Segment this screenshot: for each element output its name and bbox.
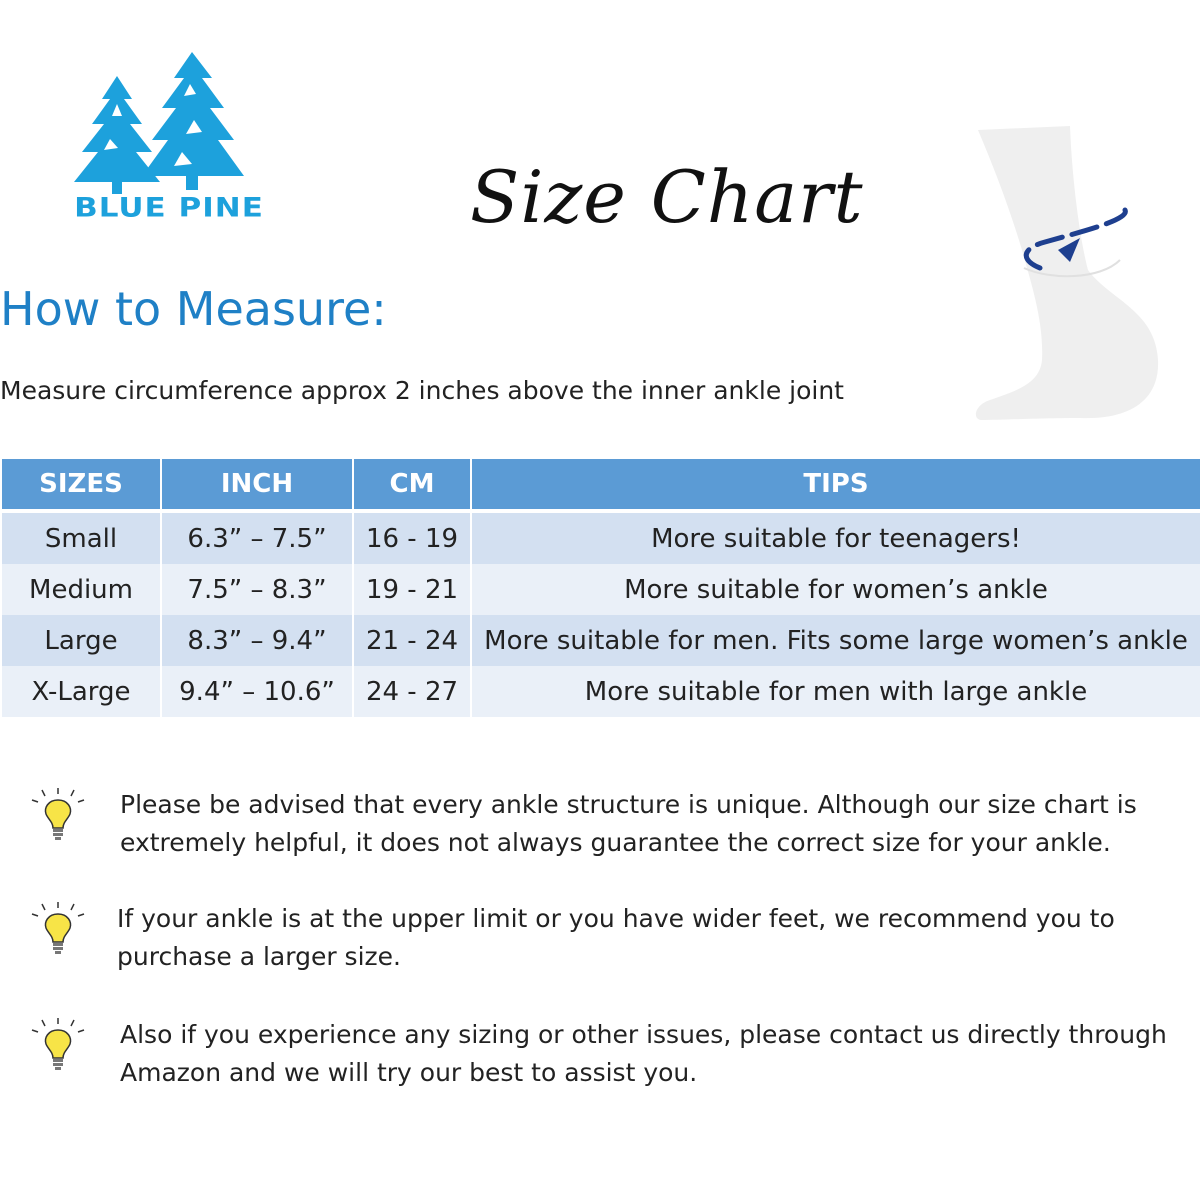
tip-cell: More suitable for teenagers! bbox=[472, 513, 1200, 564]
table-header-row bbox=[2, 459, 1200, 513]
column-header-cm: CM bbox=[354, 459, 470, 513]
tip-cell: More suitable for women’s ankle bbox=[472, 564, 1200, 615]
tip-line: extremely helpful, it does not always guarantee the correct size for your ankle. bbox=[120, 828, 1111, 857]
size-cell: Medium bbox=[2, 564, 160, 615]
lightbulb-icon bbox=[28, 1016, 88, 1072]
tip-line: Amazon and we will try our best to assist you. bbox=[120, 1058, 698, 1087]
measure-instruction: Measure circumference approx 2 inches above the inner ankle joint bbox=[0, 376, 844, 405]
cm-cell: 21 - 24 bbox=[354, 615, 470, 666]
tip-line: If your ankle is at the upper limit or you have wider feet, we recommend you to bbox=[117, 904, 1115, 933]
cm-cell: 24 - 27 bbox=[354, 666, 470, 717]
column-header-tips: TIPS bbox=[472, 459, 1200, 513]
inch-cell: 6.3” – 7.5” bbox=[162, 513, 352, 564]
ankle-illustration bbox=[970, 120, 1170, 440]
tip-line: Also if you experience any sizing or other issues, please contact us directly through bbox=[120, 1020, 1167, 1049]
tip-cell: More suitable for men. Fits some large women’s ankle bbox=[472, 615, 1200, 666]
inch-cell: 9.4” – 10.6” bbox=[162, 666, 352, 717]
inch-cell: 7.5” – 8.3” bbox=[162, 564, 352, 615]
lightbulb-icon bbox=[28, 786, 88, 842]
lightbulb-icon bbox=[28, 900, 88, 956]
tip-cell: More suitable for men with large ankle bbox=[472, 666, 1200, 717]
size-table bbox=[0, 459, 1200, 717]
table-row bbox=[2, 666, 1200, 717]
column-header-sizes: SIZES bbox=[2, 459, 160, 513]
inch-cell: 8.3” – 9.4” bbox=[162, 615, 352, 666]
tip-line: purchase a larger size. bbox=[117, 942, 401, 971]
size-cell: Small bbox=[2, 513, 160, 564]
size-cell: Large bbox=[2, 615, 160, 666]
table-row bbox=[2, 513, 1200, 564]
column-header-inch: INCH bbox=[162, 459, 352, 513]
cm-cell: 16 - 19 bbox=[354, 513, 470, 564]
table-row bbox=[2, 615, 1200, 666]
how-to-measure-heading: How to Measure: bbox=[0, 282, 387, 336]
tip-line: Please be advised that every ankle structure is unique. Although our size chart is bbox=[120, 790, 1137, 819]
size-cell: X-Large bbox=[2, 666, 160, 717]
cm-cell: 19 - 21 bbox=[354, 564, 470, 615]
table-row bbox=[2, 564, 1200, 615]
brand-wordmark: BLUE PINE bbox=[74, 192, 264, 224]
page-title: Size Chart bbox=[470, 155, 864, 239]
